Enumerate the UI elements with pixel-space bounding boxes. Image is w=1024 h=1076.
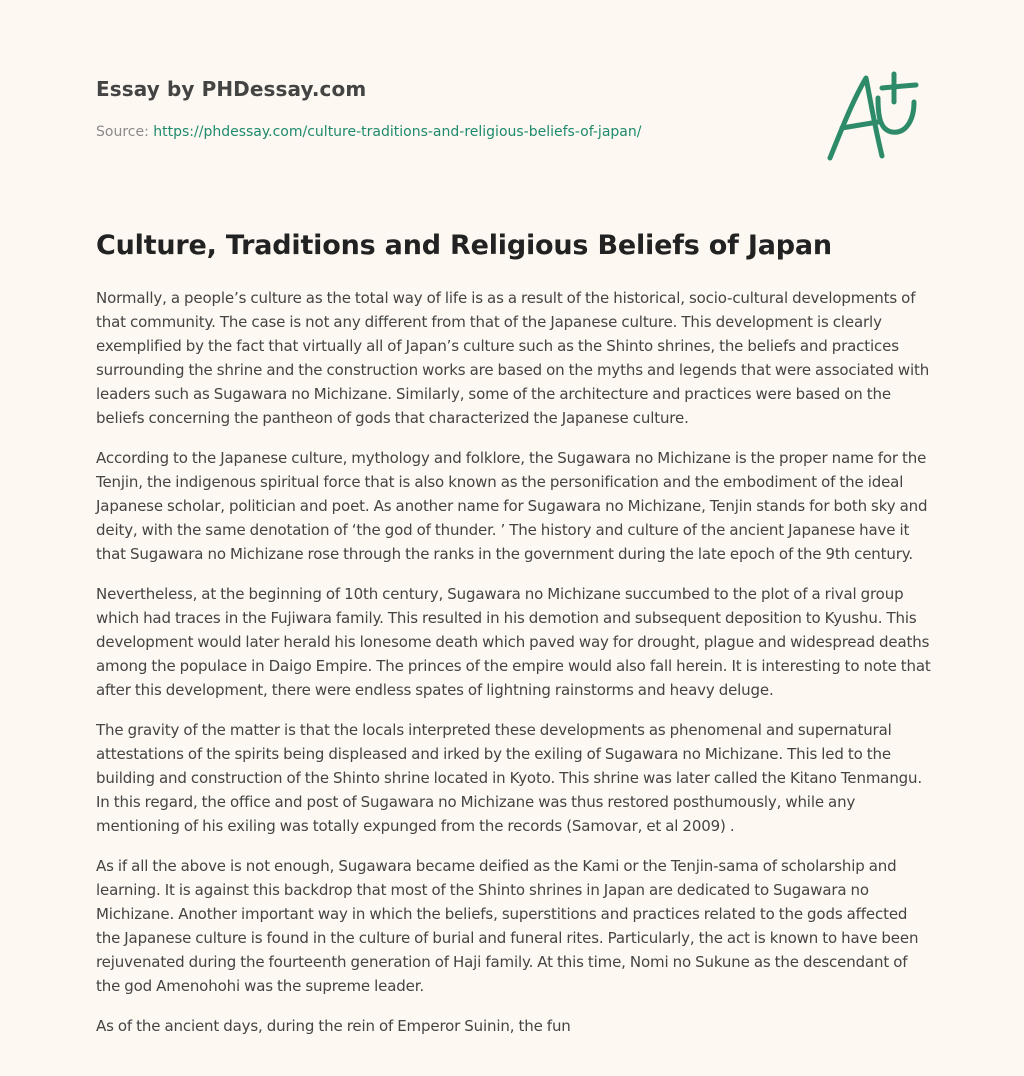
essay-paragraph: According to the Japanese culture, mythology and folklore, the Sugawara no Michizane is the proper name for the Tenjin, the indigenous spiritual force that is also known as the personification and the embodiment of the ideal Japanese scholar, politician and poet. As another name for Sugawara no Michizane, Tenjin stands for both sky and deity, with the same denotation of ‘the god of thunder. ’ The history and culture of the ancient Japanese have it that Sugawara no Michizane rose through the ranks in the government during the late epoch of the 9th century.	[96, 449, 928, 563]
source-label: Source:	[96, 124, 154, 140]
essay-paragraph: The gravity of the matter is that the locals interpreted these developments as phenomenal and supernatural attestations of the spirits being displeased and irked by the exiling of Sugawara no Michizane. This led to the building and construction of the Shinto shrine located in Kyoto. This shrine was later called the Kitano Tenmangu. In this regard, the office and post of Sugawara no Michizane was thus restored posthumously, while any mentioning of his exiling was totally expunged from the records (Samovar, et al 2009) .	[96, 721, 923, 835]
page-header	[96, 0, 936, 200]
page-title: Culture, Traditions and Religious Beliefs of Japan	[96, 230, 832, 261]
essay-paragraph: Normally, a people’s culture as the total way of life is as a result of the historical, socio-cultural developments of that community. The case is not any different from that of the Japanese culture. This development is clearly exemplified by the fact that virtually all of Japan’s culture such as the Shinto shrines, the beliefs and practices surrounding the shrine and the construction works are based on the myths and legends that were associated with leaders such as Sugawara no Michizane. Similarly, some of the architecture and practices were based on the beliefs concerning the pantheon of gods that characterized the Japanese culture.	[96, 289, 930, 427]
essay-paragraph: As if all the above is not enough, Sugawara became deified as the Kami or the Tenjin-sama of scholarship and learning. It is against this backdrop that most of the Shinto shrines in Japan are dedicated to Sugawara no Michizane. Another important way in which the beliefs, superstitions and practices related to the gods affected the Japanese culture is found in the culture of burial and funeral rites. Particularly, the act is known to have been rejuvenated during the fourteenth generation of Haji family. At this time, Nomi no Sukune as the descendant of the god Amenohohi was the supreme leader.	[96, 857, 919, 995]
essay-body	[96, 286, 932, 1054]
essay-paragraph: Nevertheless, at the beginning of 10th century, Sugawara no Michizane succumbed to the plot of a rival group which had traces in the Fujiwara family. This resulted in his demotion and subsequent deposition to Kyushu. This development would later herald his lonesome death which paved way for drought, plague and widespread deaths among the populace in Daigo Empire. The princes of the empire would also fall herein. It is interesting to note that after this development, there were endless spates of lightning rainstorms and heavy deluge.	[96, 585, 931, 699]
source-link[interactable]: https://phdessay.com/culture-traditions-and-religious-beliefs-of-japan/	[153, 124, 642, 140]
essay-paragraph: As of the ancient days, during the rein of Emperor Suinin, the fun	[96, 1017, 571, 1035]
source-line	[96, 124, 641, 140]
brand-title: Essay by PHDessay.com	[96, 77, 367, 101]
a-plus-logo-icon	[822, 68, 926, 164]
